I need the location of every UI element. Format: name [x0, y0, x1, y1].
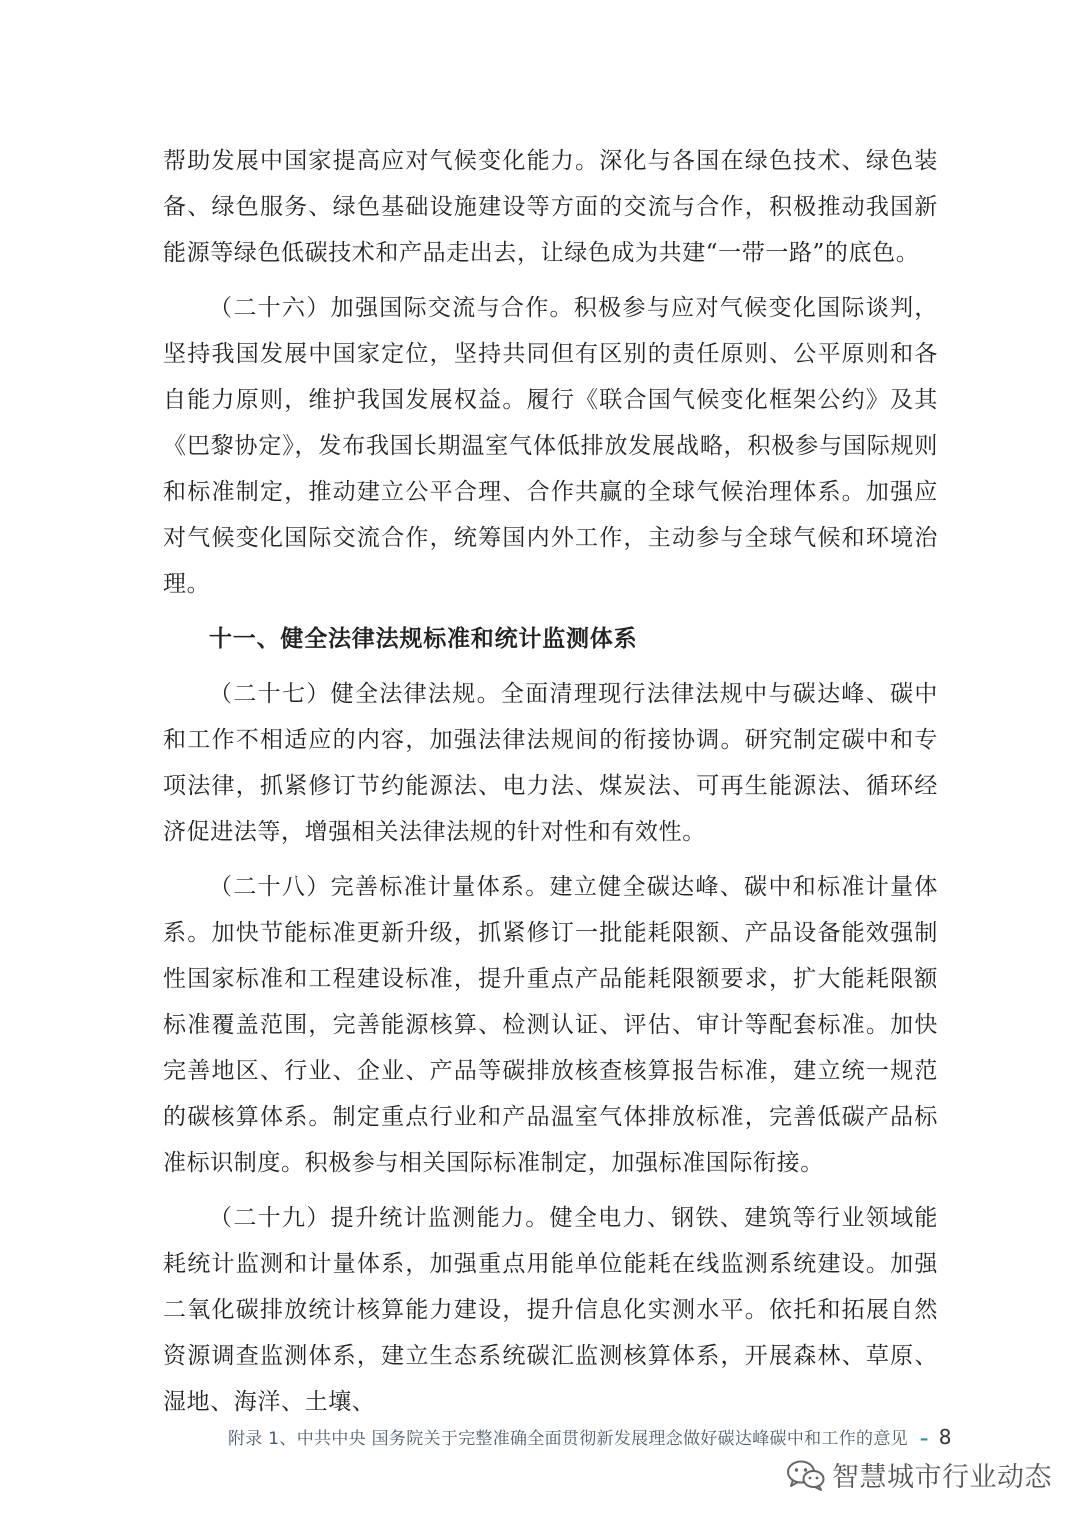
paragraph-continued: 帮助发展中国家提高应对气候变化能力。深化与各国在绿色技术、绿色装备、绿色服务、绿色基础设施建设等方面的交流与合作，积极推动我国新能源等绿色低碳技术和产品走出去，让绿色成为共建“一带一路”的底色。 [163, 148, 938, 266]
page-footer [228, 1424, 952, 1449]
paragraph-27: （二十七）健全法律法规。全面清理现行法律法规中与碳达峰、碳中和工作不相适应的内容，加强法律法规间的衔接协调。研究制定碳中和专项法律，抓紧修订节约能源法、电力法、煤炭法、可再生能源法、循环经济促进法等，增强相关法律法规的针对性和有效性。 [163, 681, 938, 845]
watermark [786, 1455, 1052, 1494]
paragraph-29: （二十九）提升统计监测能力。健全电力、钢铁、建筑等行业领域能耗统计监测和计量体系，加强重点用能单位能耗在线监测系统建设。加强二氧化碳排放统计核算能力建设，提升信息化实测水平。依托和拓展自然资源调查监测体系，建立生态系统碳汇监测核算体系，开展森林、草原、湿地、海洋、土壤、 [163, 1205, 938, 1415]
paragraph-28: （二十八）完善标准计量体系。建立健全碳达峰、碳中和标准计量体系。加快节能标准更新升级，抓紧修订一批能耗限额、产品设备能效强制性国家标准和工程建设标准，提升重点产品能耗限额要求，扩大能耗限额标准覆盖范围，完善能源核算、检测认证、评估、审计等配套标准。加快完善地区、行业、企业、产品等碳排放核查核算报告标准，建立统一规范的碳核算体系。制定重点行业和产品温室气体排放标准，完善低碳产品标准标识制度。积极参与相关国际标准制定，加强标准国际衔接。 [163, 874, 938, 1176]
page-body [163, 138, 938, 1425]
section-heading-11: 十一、健全法律法规标准和统计监测体系 [209, 626, 638, 652]
footer-caption: 附录 1、中共中央 国务院关于完整准确全面贯彻新发展理念做好碳达峰碳中和工作的意见 [228, 1429, 908, 1449]
footer-dash: – [919, 1429, 929, 1449]
paragraph-26: （二十六）加强国际交流与合作。积极参与应对气候变化国际谈判，坚持我国发展中国家定位，坚持共同但有区别的责任原则、公平原则和各自能力原则，维护我国发展权益。履行《联合国气候变化框架公约》及其《巴黎协定》，发布我国长期温室气体低排放发展战略，积极参与国际规则和标准制定，推动建立公平合理、合作共赢的全球气候治理体系。加强应对气候变化国际交流合作，统筹国内外工作，主动参与全球气候和环境治理。 [163, 295, 938, 597]
page-number: 8 [938, 1425, 952, 1449]
wechat-icon [786, 1459, 826, 1491]
watermark-text: 智慧城市行业动态 [832, 1462, 1052, 1493]
